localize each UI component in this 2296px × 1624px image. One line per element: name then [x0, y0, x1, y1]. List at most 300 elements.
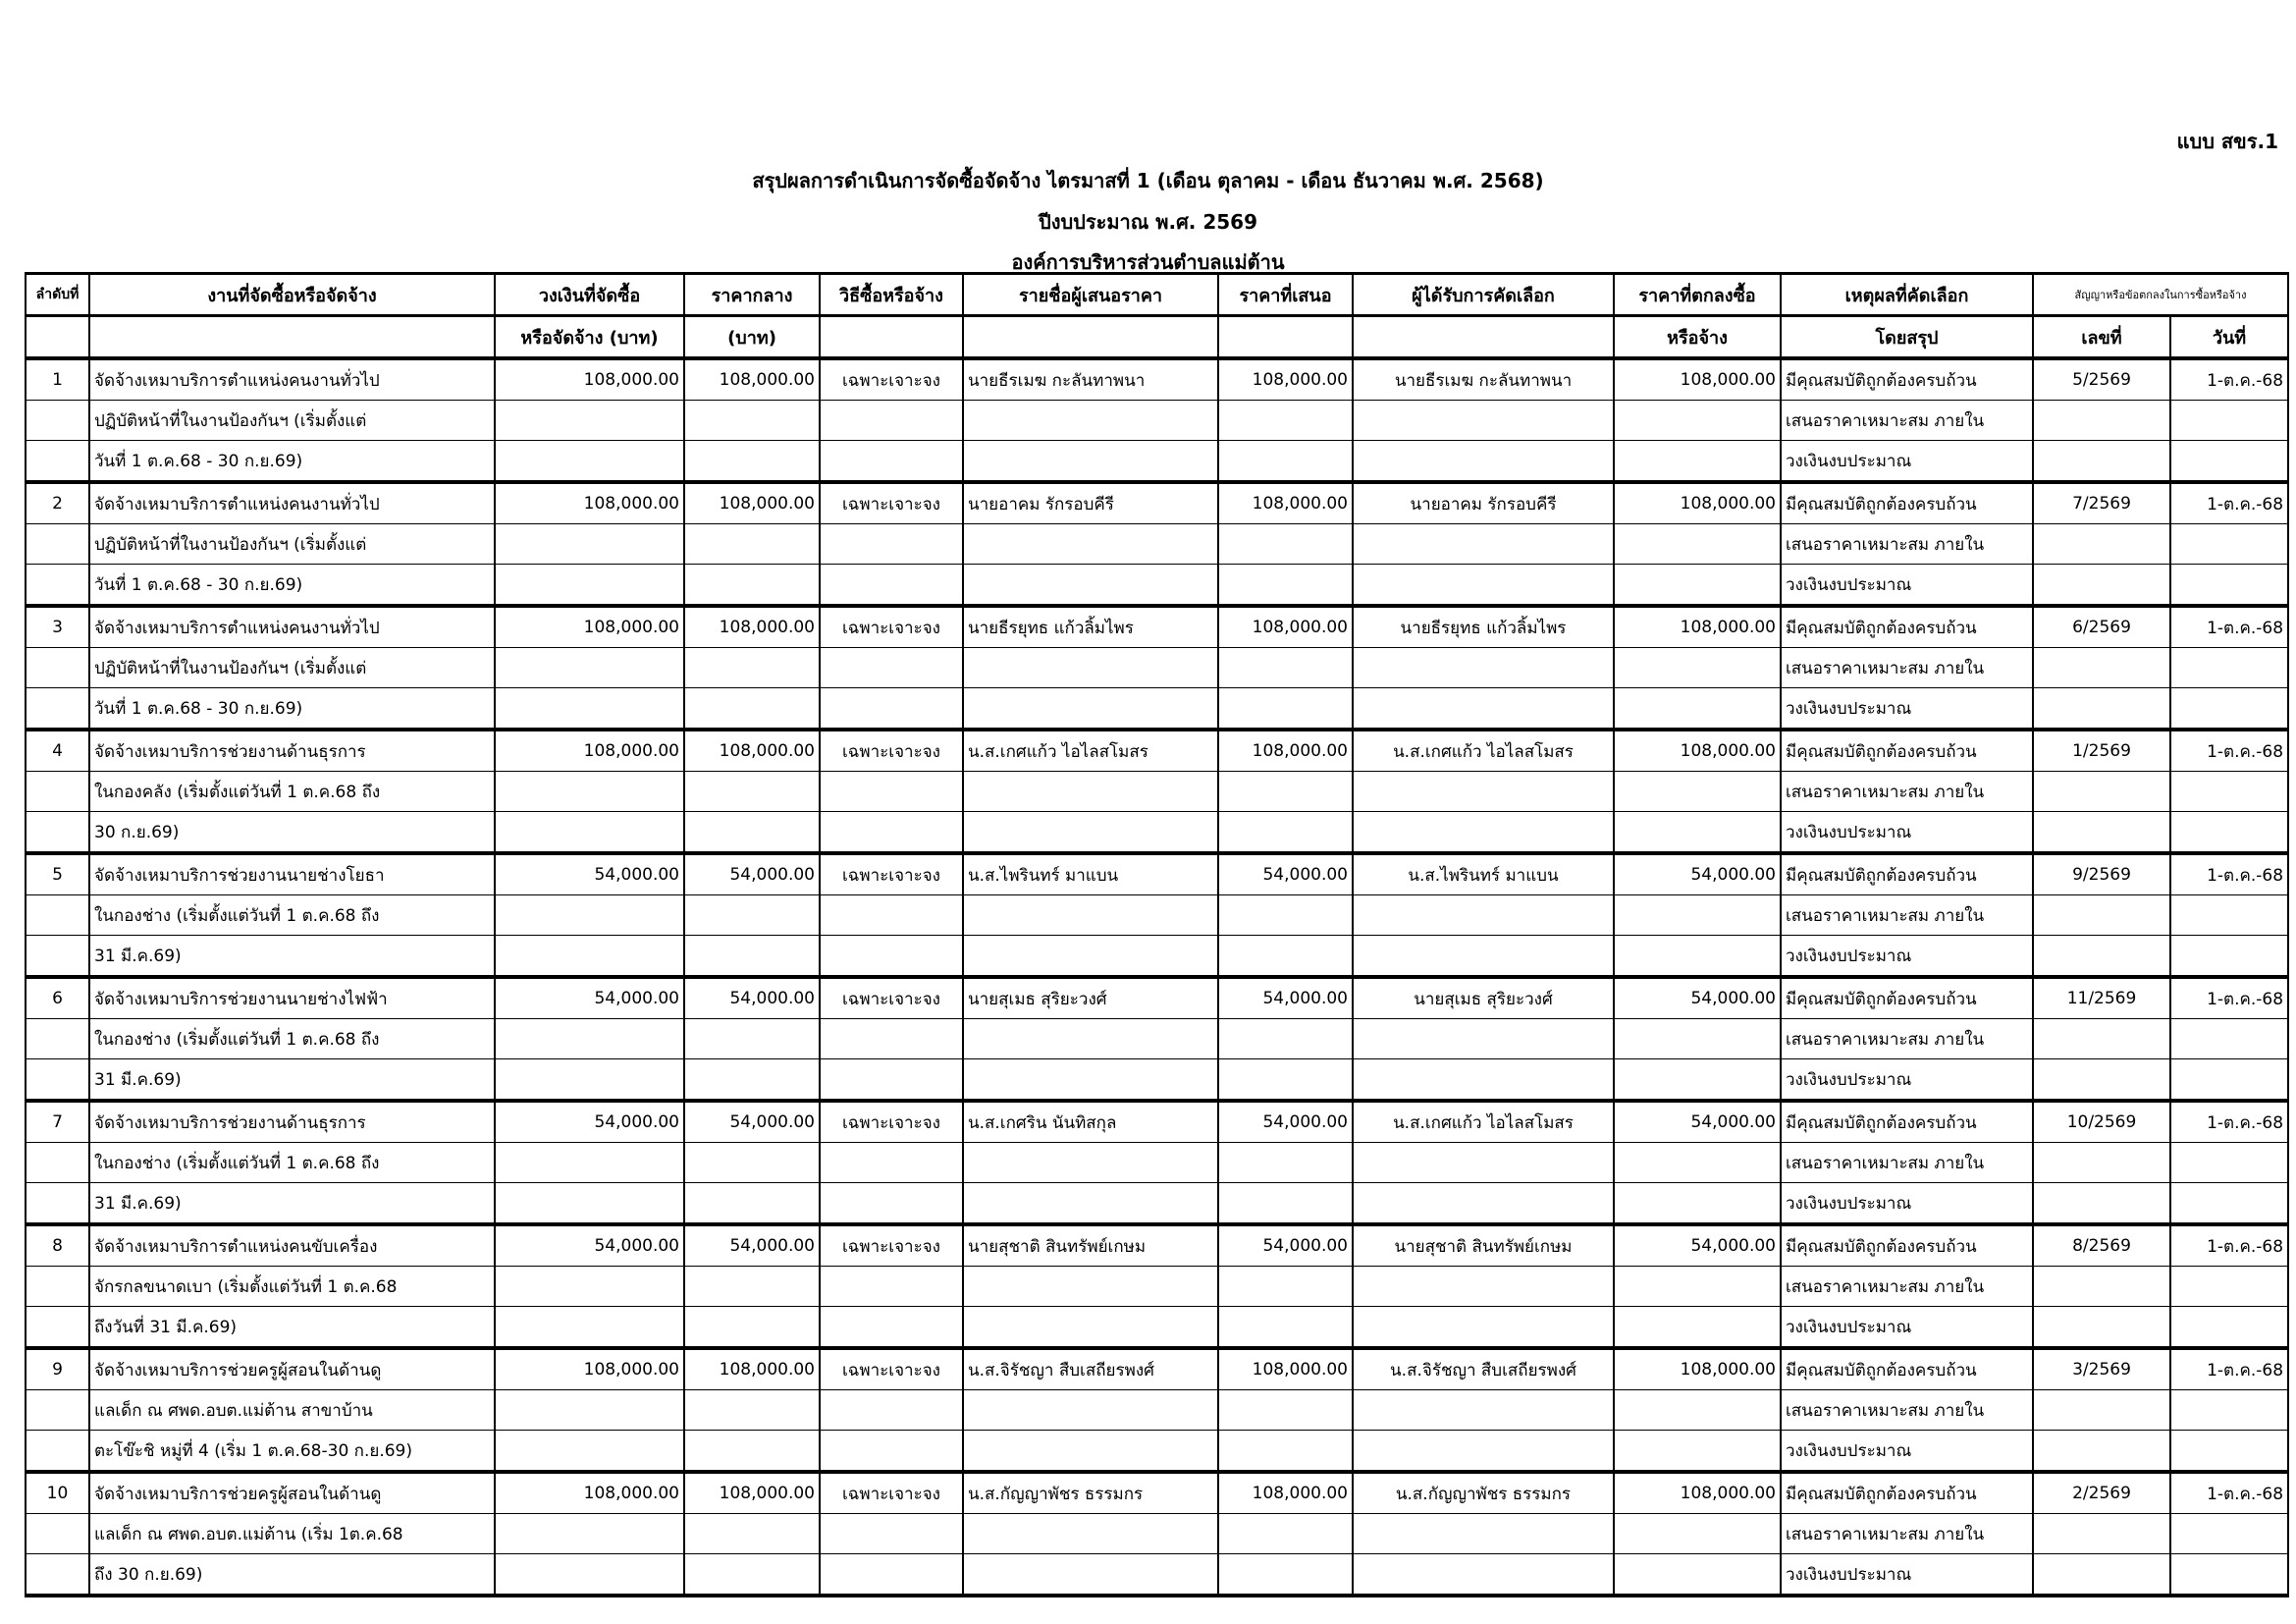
agreed-price: 108,000.00 — [1614, 358, 1781, 401]
selected-vendor — [1353, 441, 1614, 483]
procurement-method — [820, 688, 963, 731]
selection-reason: มีคุณสมบัติถูกต้องครบถ้วน — [1781, 1348, 2033, 1390]
work-description: จัดจ้างเหมาบริการตำแหน่งคนขับเครื่อง — [89, 1224, 495, 1267]
procurement-method — [820, 1019, 963, 1059]
budget-amount: 108,000.00 — [495, 1472, 684, 1514]
selected-vendor — [1353, 401, 1614, 441]
median-price: 108,000.00 — [684, 1472, 820, 1514]
contract-date — [2170, 565, 2288, 607]
agreed-price — [1614, 1019, 1781, 1059]
offered-price — [1218, 1431, 1353, 1473]
table-row — [26, 853, 2288, 895]
bidder-name — [963, 1307, 1218, 1349]
selected-vendor — [1353, 524, 1614, 565]
contract-date — [2170, 401, 2288, 441]
median-price: 108,000.00 — [684, 1348, 820, 1390]
procurement-method — [820, 1307, 963, 1349]
row-number: 7 — [26, 1101, 89, 1143]
offered-price — [1218, 648, 1353, 688]
table-row — [26, 648, 2288, 688]
offered-price: 108,000.00 — [1218, 358, 1353, 401]
table-row — [26, 1143, 2288, 1183]
table-row — [26, 1101, 2288, 1143]
procurement-method: เฉพาะเจาะจง — [820, 482, 963, 524]
procurement-method — [820, 1390, 963, 1431]
procurement-method: เฉพาะเจาะจง — [820, 606, 963, 648]
contract-date — [2170, 1019, 2288, 1059]
contract-number — [2033, 1143, 2170, 1183]
contract-date — [2170, 1267, 2288, 1307]
selection-reason: มีคุณสมบัติถูกต้องครบถ้วน — [1781, 482, 2033, 524]
contract-number — [2033, 1554, 2170, 1597]
table-row — [26, 482, 2288, 524]
table-row — [26, 977, 2288, 1019]
table-row — [26, 565, 2288, 607]
selected-vendor: น.ส.ไพรินทร์ มาแบน — [1353, 853, 1614, 895]
agreed-price: 108,000.00 — [1614, 730, 1781, 772]
row-number: 5 — [26, 853, 89, 895]
agreed-price: 54,000.00 — [1614, 853, 1781, 895]
organization-name: องค์การบริหารส่วนตำบลแม่ต้าน — [1011, 250, 1285, 274]
bidder-name — [963, 688, 1218, 731]
selection-reason: วงเงินงบประมาณ — [1781, 441, 2033, 483]
table-row — [26, 812, 2288, 854]
header-selected-cont — [1353, 316, 1614, 359]
selected-vendor — [1353, 1183, 1614, 1225]
budget-amount — [495, 565, 684, 607]
selected-vendor — [1353, 565, 1614, 607]
median-price — [684, 1267, 820, 1307]
work-description: จัดจ้างเหมาบริการตำแหน่งคนงานทั่วไป — [89, 358, 495, 401]
median-price: 54,000.00 — [684, 977, 820, 1019]
agreed-price — [1614, 565, 1781, 607]
agreed-price — [1614, 1390, 1781, 1431]
selected-vendor — [1353, 1143, 1614, 1183]
report-title: สรุปผลการดำเนินการจัดซื้อจัดจ้าง ไตรมาสที่ 1 (เดือน ตุลาคม - เดือน ธันวาคม พ.ศ. 2568) — [752, 169, 1544, 192]
table-row — [26, 1472, 2288, 1514]
contract-date — [2170, 648, 2288, 688]
contract-number — [2033, 936, 2170, 978]
selection-reason: วงเงินงบประมาณ — [1781, 688, 2033, 731]
header-agreed: ราคาที่ตกลงซื้อ — [1614, 274, 1781, 316]
offered-price: 54,000.00 — [1218, 1101, 1353, 1143]
procurement-method — [820, 565, 963, 607]
table-row — [26, 1431, 2288, 1473]
offered-price — [1218, 1059, 1353, 1102]
row-number — [26, 1267, 89, 1307]
budget-amount — [495, 1431, 684, 1473]
selection-reason: เสนอราคาเหมาะสม ภายใน — [1781, 1514, 2033, 1554]
median-price — [684, 772, 820, 812]
selected-vendor — [1353, 1019, 1614, 1059]
budget-amount: 108,000.00 — [495, 358, 684, 401]
offered-price: 108,000.00 — [1218, 606, 1353, 648]
contract-date: 1-ต.ค.-68 — [2170, 977, 2288, 1019]
header-median-2: (บาท) — [684, 316, 820, 359]
offered-price: 54,000.00 — [1218, 853, 1353, 895]
selected-vendor: น.ส.จิรัชญา สืบเสถียรพงศ์ — [1353, 1348, 1614, 1390]
selected-vendor: นายสุชาติ สินทรัพย์เกษม — [1353, 1224, 1614, 1267]
header-work: งานที่จัดซื้อหรือจัดจ้าง — [89, 274, 495, 316]
row-number — [26, 401, 89, 441]
contract-number — [2033, 1390, 2170, 1431]
budget-amount: 54,000.00 — [495, 1224, 684, 1267]
agreed-price — [1614, 895, 1781, 936]
contract-date — [2170, 1307, 2288, 1349]
selection-reason: มีคุณสมบัติถูกต้องครบถ้วน — [1781, 358, 2033, 401]
header-reason-2: โดยสรุป — [1781, 316, 2033, 359]
header-contract-no: เลขที่ — [2033, 316, 2170, 359]
median-price — [684, 1307, 820, 1349]
table-row — [26, 441, 2288, 483]
selected-vendor: นายสุเมธ สุริยะวงศ์ — [1353, 977, 1614, 1019]
work-description: จักรกลขนาดเบา (เริ่มตั้งแต่วันที่ 1 ต.ค.68 — [89, 1267, 495, 1307]
work-description: ปฏิบัติหน้าที่ในงานป้องกันฯ (เริ่มตั้งแต่ — [89, 401, 495, 441]
budget-amount: 108,000.00 — [495, 606, 684, 648]
row-number — [26, 895, 89, 936]
contract-date — [2170, 1143, 2288, 1183]
median-price — [684, 1143, 820, 1183]
bidder-name — [963, 1267, 1218, 1307]
work-description: 31 มี.ค.69) — [89, 1183, 495, 1225]
header-method: วิธีซื้อหรือจ้าง — [820, 274, 963, 316]
budget-amount — [495, 1183, 684, 1225]
procurement-method — [820, 1431, 963, 1473]
procurement-method — [820, 1267, 963, 1307]
work-description: จัดจ้างเหมาบริการช่วยครูผู้สอนในด้านดู — [89, 1472, 495, 1514]
median-price — [684, 441, 820, 483]
median-price: 54,000.00 — [684, 853, 820, 895]
agreed-price: 108,000.00 — [1614, 482, 1781, 524]
table-row — [26, 1554, 2288, 1597]
budget-amount — [495, 1390, 684, 1431]
selected-vendor — [1353, 772, 1614, 812]
row-number — [26, 1390, 89, 1431]
row-number — [26, 1554, 89, 1597]
agreed-price — [1614, 1514, 1781, 1554]
offered-price — [1218, 1267, 1353, 1307]
bidder-name: น.ส.เกศแก้ว ไอไลสโมสร — [963, 730, 1218, 772]
offered-price — [1218, 1183, 1353, 1225]
contract-date — [2170, 1183, 2288, 1225]
row-number — [26, 524, 89, 565]
selection-reason: วงเงินงบประมาณ — [1781, 1183, 2033, 1225]
bidder-name — [963, 895, 1218, 936]
work-description: ในกองช่าง (เริ่มตั้งแต่วันที่ 1 ต.ค.68 ถึง — [89, 895, 495, 936]
work-description: ในกองช่าง (เริ่มตั้งแต่วันที่ 1 ต.ค.68 ถึง — [89, 1019, 495, 1059]
selected-vendor: นายธีรเมฆ กะลันทาพนา — [1353, 358, 1614, 401]
table-row — [26, 606, 2288, 648]
bidder-name: นายอาคม รักรอบคีรี — [963, 482, 1218, 524]
contract-date: 1-ต.ค.-68 — [2170, 1472, 2288, 1514]
contract-date: 1-ต.ค.-68 — [2170, 482, 2288, 524]
contract-number — [2033, 1267, 2170, 1307]
selected-vendor — [1353, 688, 1614, 731]
work-description: จัดจ้างเหมาบริการช่วยครูผู้สอนในด้านดู — [89, 1348, 495, 1390]
contract-date: 1-ต.ค.-68 — [2170, 1224, 2288, 1267]
selected-vendor: นายธีรยุทธ แก้วลิ้มไพร — [1353, 606, 1614, 648]
row-number: 10 — [26, 1472, 89, 1514]
contract-date — [2170, 1431, 2288, 1473]
median-price — [684, 1431, 820, 1473]
table-row — [26, 1019, 2288, 1059]
selected-vendor: น.ส.เกศแก้ว ไอไลสโมสร — [1353, 730, 1614, 772]
budget-amount — [495, 1143, 684, 1183]
work-description: ปฏิบัติหน้าที่ในงานป้องกันฯ (เริ่มตั้งแต่ — [89, 648, 495, 688]
bidder-name: นายสุชาติ สินทรัพย์เกษม — [963, 1224, 1218, 1267]
table-row — [26, 358, 2288, 401]
row-number — [26, 1059, 89, 1102]
offered-price: 108,000.00 — [1218, 1472, 1353, 1514]
agreed-price — [1614, 648, 1781, 688]
bidder-name — [963, 1019, 1218, 1059]
bidder-name — [963, 772, 1218, 812]
agreed-price: 108,000.00 — [1614, 606, 1781, 648]
offered-price — [1218, 1307, 1353, 1349]
table-row — [26, 730, 2288, 772]
selection-reason: เสนอราคาเหมาะสม ภายใน — [1781, 1267, 2033, 1307]
median-price: 108,000.00 — [684, 606, 820, 648]
contract-number — [2033, 648, 2170, 688]
work-description: วันที่ 1 ต.ค.68 - 30 ก.ย.69) — [89, 688, 495, 731]
selected-vendor — [1353, 1059, 1614, 1102]
selection-reason: เสนอราคาเหมาะสม ภายใน — [1781, 1019, 2033, 1059]
bidder-name: นายสุเมธ สุริยะวงศ์ — [963, 977, 1218, 1019]
median-price — [684, 565, 820, 607]
budget-amount — [495, 1059, 684, 1102]
row-number: 3 — [26, 606, 89, 648]
header-bidders: รายชื่อผู้เสนอราคา — [963, 274, 1218, 316]
work-description: 31 มี.ค.69) — [89, 936, 495, 978]
selection-reason: วงเงินงบประมาณ — [1781, 1431, 2033, 1473]
selection-reason: มีคุณสมบัติถูกต้องครบถ้วน — [1781, 977, 2033, 1019]
agreed-price: 54,000.00 — [1614, 977, 1781, 1019]
budget-amount — [495, 648, 684, 688]
header-agreed-2: หรือจ้าง — [1614, 316, 1781, 359]
contract-date: 1-ต.ค.-68 — [2170, 358, 2288, 401]
contract-date: 1-ต.ค.-68 — [2170, 606, 2288, 648]
table-row — [26, 1514, 2288, 1554]
bidder-name — [963, 524, 1218, 565]
contract-date — [2170, 1059, 2288, 1102]
contract-date — [2170, 1390, 2288, 1431]
selected-vendor — [1353, 812, 1614, 854]
bidder-name: น.ส.จิรัชญา สืบเสถียรพงศ์ — [963, 1348, 1218, 1390]
bidder-name — [963, 1059, 1218, 1102]
selection-reason: วงเงินงบประมาณ — [1781, 565, 2033, 607]
offered-price — [1218, 812, 1353, 854]
agreed-price — [1614, 1307, 1781, 1349]
median-price: 108,000.00 — [684, 358, 820, 401]
bidder-name — [963, 565, 1218, 607]
row-number — [26, 936, 89, 978]
row-number — [26, 688, 89, 731]
median-price — [684, 1514, 820, 1554]
agreed-price — [1614, 1431, 1781, 1473]
work-description: ถึงวันที่ 31 มี.ค.69) — [89, 1307, 495, 1349]
offered-price — [1218, 565, 1353, 607]
procurement-method: เฉพาะเจาะจง — [820, 1101, 963, 1143]
offered-price — [1218, 772, 1353, 812]
contract-number — [2033, 1059, 2170, 1102]
bidder-name: น.ส.ไพรินทร์ มาแบน — [963, 853, 1218, 895]
procurement-method — [820, 936, 963, 978]
bidder-name — [963, 648, 1218, 688]
offered-price — [1218, 1019, 1353, 1059]
selection-reason: เสนอราคาเหมาะสม ภายใน — [1781, 524, 2033, 565]
table-row — [26, 772, 2288, 812]
row-number — [26, 1514, 89, 1554]
budget-amount — [495, 688, 684, 731]
table-row — [26, 524, 2288, 565]
header-no-cont — [26, 316, 89, 359]
header-contract-date: วันที่ — [2170, 316, 2288, 359]
header-reason: เหตุผลที่คัดเลือก — [1781, 274, 2033, 316]
row-number — [26, 648, 89, 688]
contract-number: 10/2569 — [2033, 1101, 2170, 1143]
median-price — [684, 1183, 820, 1225]
row-number — [26, 1431, 89, 1473]
agreed-price: 108,000.00 — [1614, 1472, 1781, 1514]
selected-vendor: น.ส.เกศแก้ว ไอไลสโมสร — [1353, 1101, 1614, 1143]
table-row — [26, 1348, 2288, 1390]
median-price — [684, 812, 820, 854]
procurement-method — [820, 1143, 963, 1183]
bidder-name — [963, 936, 1218, 978]
contract-number — [2033, 524, 2170, 565]
header-offer: ราคาที่เสนอ — [1218, 274, 1353, 316]
budget-amount: 108,000.00 — [495, 730, 684, 772]
contract-date: 1-ต.ค.-68 — [2170, 853, 2288, 895]
procurement-method: เฉพาะเจาะจง — [820, 853, 963, 895]
row-number: 6 — [26, 977, 89, 1019]
contract-date — [2170, 1514, 2288, 1554]
contract-number: 2/2569 — [2033, 1472, 2170, 1514]
agreed-price — [1614, 812, 1781, 854]
budget-amount — [495, 772, 684, 812]
bidder-name — [963, 441, 1218, 483]
offered-price — [1218, 441, 1353, 483]
work-description: วันที่ 1 ต.ค.68 - 30 ก.ย.69) — [89, 441, 495, 483]
row-number — [26, 1183, 89, 1225]
selection-reason: มีคุณสมบัติถูกต้องครบถ้วน — [1781, 1472, 2033, 1514]
procurement-method — [820, 1059, 963, 1102]
selection-reason: มีคุณสมบัติถูกต้องครบถ้วน — [1781, 1101, 2033, 1143]
selection-reason: เสนอราคาเหมาะสม ภายใน — [1781, 1390, 2033, 1431]
work-description: ในกองคลัง (เริ่มตั้งแต่วันที่ 1 ต.ค.68 ถึง — [89, 772, 495, 812]
offered-price — [1218, 524, 1353, 565]
bidder-name — [963, 1431, 1218, 1473]
agreed-price — [1614, 524, 1781, 565]
row-number: 4 — [26, 730, 89, 772]
selected-vendor — [1353, 1267, 1614, 1307]
median-price — [684, 524, 820, 565]
offered-price: 108,000.00 — [1218, 1348, 1353, 1390]
contract-number — [2033, 688, 2170, 731]
agreed-price — [1614, 401, 1781, 441]
contract-number: 11/2569 — [2033, 977, 2170, 1019]
header-median: ราคากลาง — [684, 274, 820, 316]
header-budget-2: หรือจัดจ้าง (บาท) — [495, 316, 684, 359]
work-description: วันที่ 1 ต.ค.68 - 30 ก.ย.69) — [89, 565, 495, 607]
selected-vendor — [1353, 1307, 1614, 1349]
bidder-name: นายธีรยุทธ แก้วลิ้มไพร — [963, 606, 1218, 648]
header-method-cont — [820, 316, 963, 359]
header-contract: สัญญาหรือข้อตกลงในการซื้อหรือจ้าง — [2033, 274, 2288, 316]
table-row — [26, 1059, 2288, 1102]
budget-amount — [495, 1307, 684, 1349]
median-price — [684, 401, 820, 441]
budget-amount — [495, 441, 684, 483]
work-description: จัดจ้างเหมาบริการช่วยงานนายช่างโยธา — [89, 853, 495, 895]
contract-number: 7/2569 — [2033, 482, 2170, 524]
work-description: 30 ก.ย.69) — [89, 812, 495, 854]
header-offer-cont — [1218, 316, 1353, 359]
budget-amount: 54,000.00 — [495, 977, 684, 1019]
procurement-method: เฉพาะเจาะจง — [820, 977, 963, 1019]
header-work-cont — [89, 316, 495, 359]
offered-price: 108,000.00 — [1218, 730, 1353, 772]
row-number — [26, 1019, 89, 1059]
selection-reason: เสนอราคาเหมาะสม ภายใน — [1781, 401, 2033, 441]
contract-number — [2033, 812, 2170, 854]
contract-number: 5/2569 — [2033, 358, 2170, 401]
median-price — [684, 936, 820, 978]
bidder-name — [963, 1514, 1218, 1554]
header-budget: วงเงินที่จัดซื้อ — [495, 274, 684, 316]
median-price — [684, 895, 820, 936]
procurement-method: เฉพาะเจาะจง — [820, 1224, 963, 1267]
row-number — [26, 772, 89, 812]
agreed-price — [1614, 1059, 1781, 1102]
work-description: ปฏิบัติหน้าที่ในงานป้องกันฯ (เริ่มตั้งแต่ — [89, 524, 495, 565]
contract-number — [2033, 772, 2170, 812]
bidder-name: น.ส.เกศริน นันทิสกุล — [963, 1101, 1218, 1143]
agreed-price: 54,000.00 — [1614, 1224, 1781, 1267]
table-row — [26, 1224, 2288, 1267]
contract-number: 9/2569 — [2033, 853, 2170, 895]
median-price: 54,000.00 — [684, 1224, 820, 1267]
budget-amount — [495, 524, 684, 565]
median-price: 54,000.00 — [684, 1101, 820, 1143]
agreed-price — [1614, 1143, 1781, 1183]
contract-date — [2170, 441, 2288, 483]
table-row — [26, 1307, 2288, 1349]
budget-amount: 108,000.00 — [495, 482, 684, 524]
offered-price — [1218, 1143, 1353, 1183]
selected-vendor — [1353, 1431, 1614, 1473]
offered-price: 108,000.00 — [1218, 482, 1353, 524]
selection-reason: เสนอราคาเหมาะสม ภายใน — [1781, 648, 2033, 688]
bidder-name — [963, 812, 1218, 854]
contract-date — [2170, 895, 2288, 936]
selected-vendor — [1353, 648, 1614, 688]
row-number — [26, 441, 89, 483]
header-bidders-cont — [963, 316, 1218, 359]
selection-reason: เสนอราคาเหมาะสม ภายใน — [1781, 772, 2033, 812]
contract-number: 8/2569 — [2033, 1224, 2170, 1267]
row-number: 2 — [26, 482, 89, 524]
budget-amount — [495, 895, 684, 936]
selection-reason: เสนอราคาเหมาะสม ภายใน — [1781, 895, 2033, 936]
procurement-method — [820, 524, 963, 565]
bidder-name: นายธีรเมฆ กะลันทาพนา — [963, 358, 1218, 401]
contract-number — [2033, 1514, 2170, 1554]
median-price — [684, 688, 820, 731]
procurement-method: เฉพาะเจาะจง — [820, 358, 963, 401]
median-price — [684, 1059, 820, 1102]
contract-number — [2033, 1431, 2170, 1473]
